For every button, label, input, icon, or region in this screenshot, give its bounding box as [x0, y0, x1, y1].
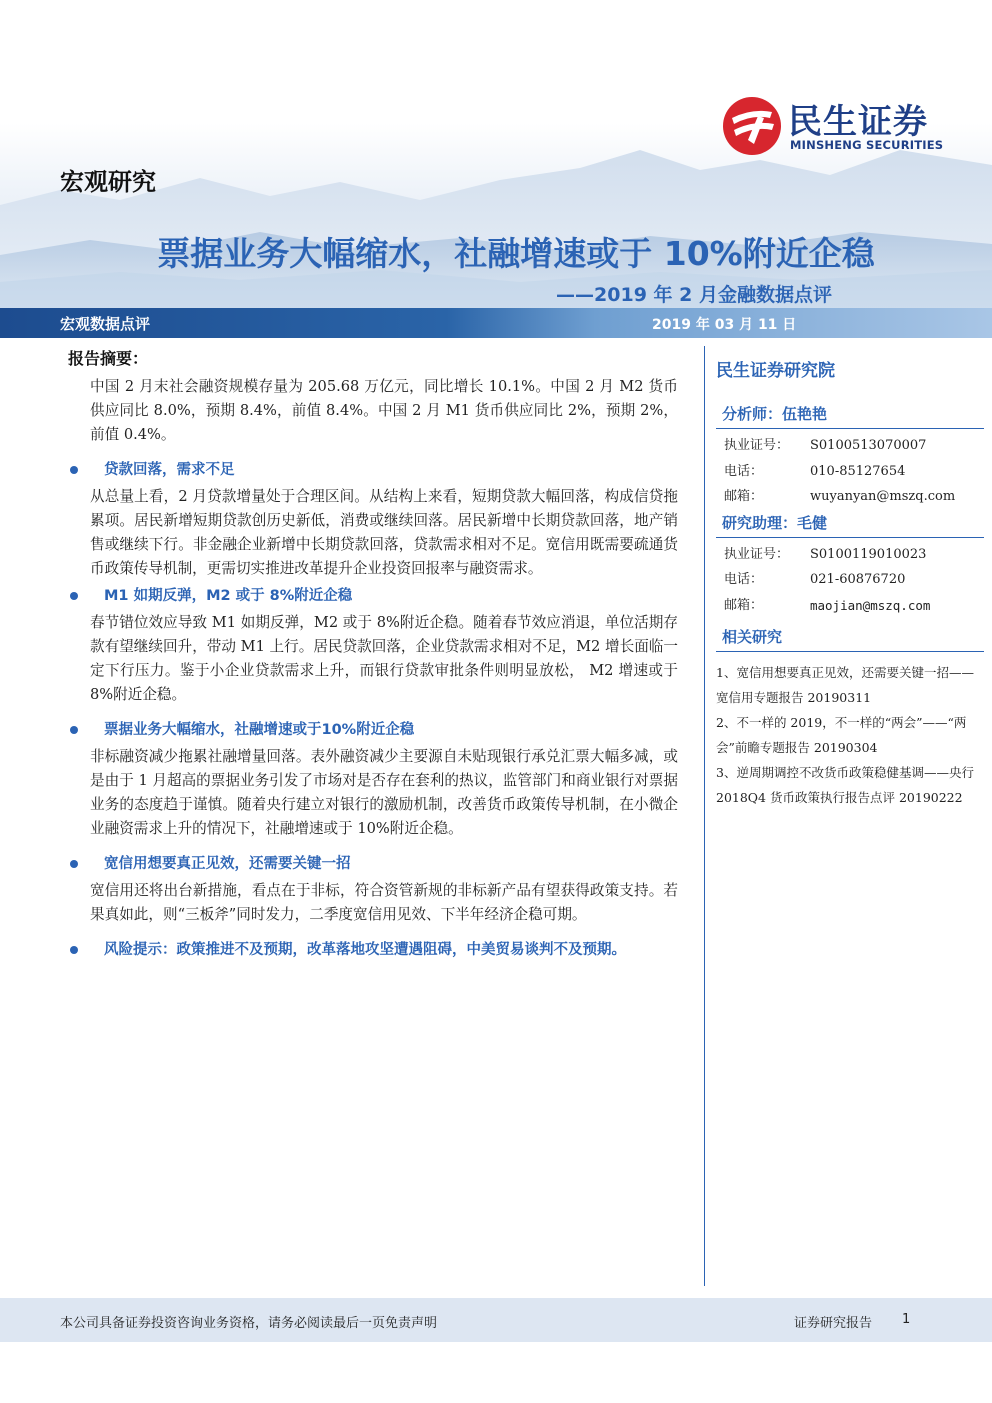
analyst-license-row: [716, 433, 984, 459]
related-research-list: [716, 660, 984, 810]
section-body: 春节错位效应导致 M1 如期反弹，M2 或于 8%附近企稳。随着春节效应消退，单位活期存款有望继续回升，带动 M1 上行。居民贷款回落，企业贷款需求相对不足，M2 增长面临一定下行压力。鉴于小企业贷款需求上升，而银行贷款审批条件则明显放松， M2 增速或于 8%附近企稳。: [90, 614, 678, 703]
field-label: 邮箱：: [724, 489, 764, 504]
assistant-email-row: [716, 593, 984, 619]
summary-intro: 中国 2 月末社会融资规模存量为 205.68 万亿元，同比增长 10.1%。中国 2 月 M2 货币供应同比 8.0%，预期 8.4%，前值 8.4%。中国 2 月 M1 货币供应同比 2%，预期 2%，前值 0.4%。: [90, 378, 678, 443]
section-body: 非标融资减少拖累社融增量回落。表外融资减少主要源自未贴现银行承兑汇票大幅多减，或是由于 1 月超高的票据业务引发了市场对是否存在套利的热议，监管部门和商业银行对票据业务的态度趋于谨慎。随着央行建立对银行的激励机制，改善货币政策传导机制，在小微企业融资需求上升的情况下，社融增速或于 10%附近企稳。: [90, 748, 678, 837]
risk-warning-text: 风险提示：政策推进不及预期，改革落地攻坚遭遇阻碍，中美贸易谈判不及预期。: [104, 942, 626, 958]
header-band: [0, 308, 992, 338]
report-title: 票据业务大幅缩水，社融增速或于 10%附近企稳: [157, 234, 875, 273]
section-heading: [60, 585, 686, 607]
field-label: 电话：: [724, 463, 764, 479]
footer-disclaimer: 本公司具备证券投资咨询业务资格，请务必阅读最后一页免责声明: [60, 1316, 438, 1331]
email-link[interactable]: maojian@mszq.com: [810, 597, 931, 613]
bullet-icon: [70, 860, 78, 868]
summary-heading: 报告摘要：: [68, 349, 149, 368]
assistant-phone-row: [716, 567, 984, 593]
related-research-item[interactable]: 1、宽信用想要真正见效，还需要关键一招——宽信用专题报告 20190311: [716, 665, 974, 705]
bullet-icon: [70, 726, 78, 734]
related-research-item[interactable]: 3、逆周期调控不改货币政策稳健基调——央行 2018Q4 货币政策执行报告点评 20190222: [716, 765, 974, 805]
section-body: 从总量上看，2 月贷款增量处于合理区间。从结构上来看，短期贷款大幅回落，构成信贷拖累项。居民新增短期贷款创历史新低，消费或继续回落。居民新增中长期贷款回落，地产销售或继续下行。非金融企业新增中长期贷款回落，贷款需求相对不足。宽信用既需要疏通货币政策传导机制，更需切实推进改革提升企业投资回报率与融资需求。: [90, 488, 678, 577]
bullet-icon: [70, 592, 78, 600]
analyst-phone-row: [716, 459, 984, 485]
report-type: 宏观数据点评: [60, 315, 151, 333]
phone-number: 021-60876720: [810, 572, 906, 587]
section-heading: [60, 719, 686, 741]
brand-name-cn: 民生证券: [788, 102, 928, 142]
bullet-icon: [70, 466, 78, 474]
assistant-heading: 研究助理：毛健: [716, 510, 984, 538]
footer-doc-type: 证券研究报告: [794, 1316, 873, 1331]
risk-warning: [60, 939, 686, 961]
brand-name-en: MINSHENG SECURITIES: [790, 138, 944, 152]
license-number: S0100513070007: [810, 438, 927, 453]
field-label: 执业证号：: [724, 546, 790, 562]
related-research-item[interactable]: 2、不一样的 2019，不一样的“两会”——“两会”前瞻专题报告 20190304: [716, 715, 967, 755]
minsheng-logo-icon: [722, 96, 782, 156]
report-subtitle: ——2019 年 2 月金融数据点评: [556, 284, 832, 306]
page-number: 1: [902, 1312, 911, 1327]
related-research-heading: 相关研究: [716, 624, 984, 652]
field-label: 电话：: [724, 572, 764, 587]
phone-number: 010-85127654: [810, 463, 906, 479]
email-link[interactable]: wuyanyan@mszq.com: [810, 489, 956, 504]
report-category: 宏观研究: [60, 168, 156, 196]
section-heading-text: 贷款回落，需求不足: [104, 462, 235, 478]
brand-logo: [718, 94, 958, 158]
report-date: 2019 年 03 月 11 日: [652, 317, 797, 333]
section-heading: [60, 459, 686, 481]
section-heading-text: M1 如期反弹，M2 或于 8%附近企稳: [104, 588, 353, 604]
page-footer: [0, 1298, 992, 1342]
sidebar: [716, 356, 984, 810]
section-heading-text: 宽信用想要真正见效，还需要关键一招: [104, 856, 351, 872]
assistant-license-row: [716, 542, 984, 568]
bullet-icon: [70, 946, 78, 954]
license-number: S0100119010023: [810, 546, 927, 562]
analyst-email-row: [716, 484, 984, 510]
section-heading-text: 票据业务大幅缩水，社融增速或于10%附近企稳: [104, 722, 415, 738]
research-institute: 民生证券研究院: [716, 361, 835, 381]
column-divider: [704, 346, 705, 1286]
field-label: 执业证号：: [724, 438, 790, 453]
analyst-heading: 分析师：伍艳艳: [716, 401, 984, 429]
section-body: 宽信用还将出台新措施，看点在于非标，符合资管新规的非标新产品有望获得政策支持。若果真如此，则“三板斧”同时发力，二季度宽信用见效、下半年经济企稳可期。: [90, 882, 678, 923]
summary-column: [60, 346, 686, 965]
field-label: 邮箱：: [724, 597, 764, 613]
section-heading: [60, 853, 686, 875]
